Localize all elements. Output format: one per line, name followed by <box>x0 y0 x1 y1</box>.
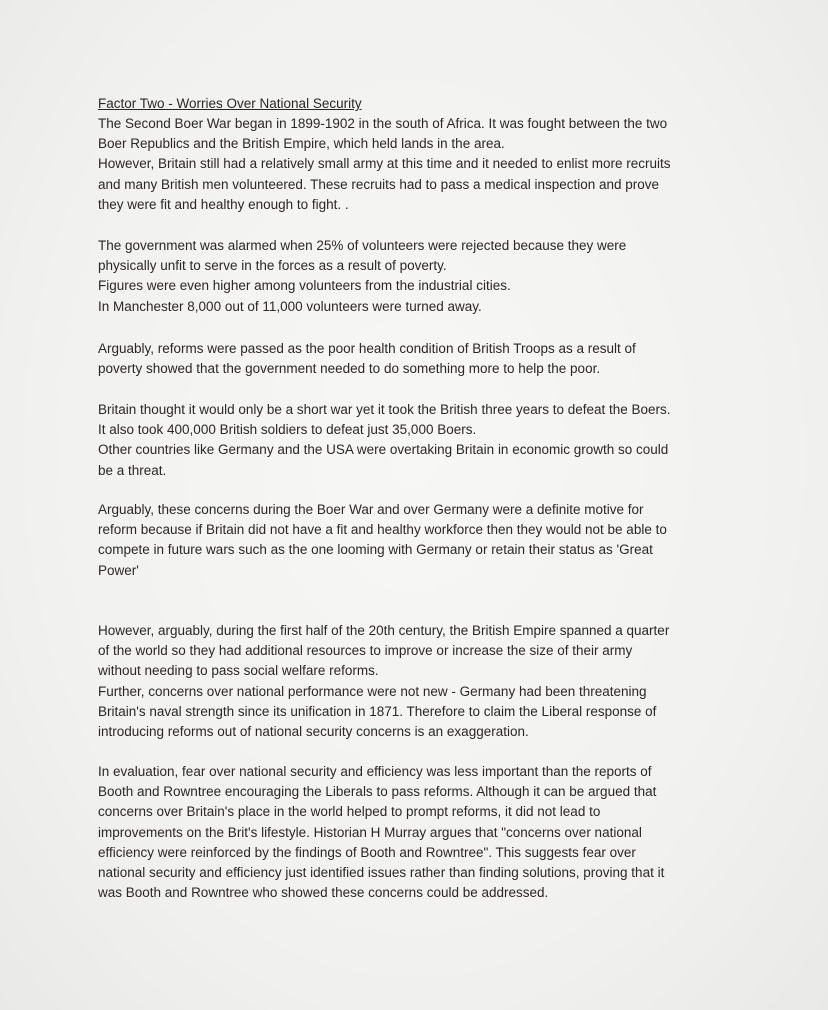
paragraph-evaluation <box>98 762 798 903</box>
text-line: and many British men volunteered. These recruits had to pass a medical inspection and prove <box>98 176 660 192</box>
text-line: However, arguably, during the first half of the 20th century, the British Empire spanned a quarter <box>98 623 670 638</box>
text-line: be a threat. <box>98 462 167 478</box>
text-line: Further, concerns over national performance were not new - Germany had been threatening <box>98 684 647 699</box>
paragraph-short-war <box>98 400 798 481</box>
text-line: Boer Republics and the British Empire, which held lands in the area. <box>98 136 505 152</box>
text-line: Britain's naval strength since its unification in 1871. Therefore to claim the Liberal response of <box>98 704 657 720</box>
text-line: Arguably, these concerns during the Boer War and over Germany were a definite motive for <box>98 502 644 517</box>
paragraph-not-new <box>98 682 798 743</box>
text-line: without needing to pass social welfare reforms. <box>98 663 379 679</box>
text-line: The government was alarmed when 25% of volunteers were rejected because they were <box>98 238 627 253</box>
text-line: introducing reforms out of national security concerns is an exaggeration. <box>98 724 529 740</box>
text-line: of the world so they had additional resources to improve or increase the size of their army <box>98 643 633 659</box>
text-line: physically unfit to serve in the forces as a result of poverty. <box>98 258 447 274</box>
text-line: efficiency were reinforced by the findings of Booth and Rowntree". This suggests fear over <box>98 844 636 860</box>
text-line: In Manchester 8,000 out of 11,000 volunteers were turned away. <box>98 298 482 314</box>
text-line: Other countries like Germany and the USA were overtaking Britain in economic growth so could <box>98 442 669 458</box>
paragraph-empire <box>98 621 798 682</box>
text-line: However, Britain still had a relatively small army at this time and it needed to enlist more recruits <box>98 156 671 172</box>
document-heading: Factor Two - Worries Over National Security <box>98 96 362 111</box>
text-line: compete in future wars such as the one looming with Germany or retain their status as 'Great <box>98 542 653 558</box>
text-line: The Second Boer War began in 1899-1902 in the south of Africa. It was fought between the two <box>98 116 668 131</box>
text-line: was Booth and Rowntree who showed these concerns could be addressed. <box>98 885 549 901</box>
paragraph-boer-war <box>98 114 798 215</box>
paragraph-motive <box>98 500 798 581</box>
text-line: Figures were even higher among volunteers from the industrial cities. <box>98 278 511 294</box>
text-line: Power' <box>98 562 139 578</box>
paragraph-volunteers <box>98 236 798 317</box>
paragraph-reforms-argument <box>98 339 798 379</box>
text-line: Booth and Rowntree encouraging the Liberals to pass reforms. Although it can be argued that <box>98 784 657 800</box>
text-line: poverty showed that the government needed to do something more to help the poor. <box>98 361 601 377</box>
text-line: In evaluation, fear over national security and efficiency was less important than the reports of <box>98 764 652 779</box>
text-line: concerns over Britain's place in the world helped to prompt reforms, it did not lead to <box>98 804 601 820</box>
text-line: improvements on the Brit's lifestyle. Historian H Murray argues that "concerns over national <box>98 824 642 840</box>
text-line: Britain thought it would only be a short war yet it took the British three years to defeat the Boers. <box>98 402 671 417</box>
text-line: Arguably, reforms were passed as the poor health condition of British Troops as a result of <box>98 341 636 356</box>
text-line: reform because if Britain did not have a fit and healthy workforce then they would not be able to <box>98 522 667 538</box>
text-line: national security and efficiency just identified issues rather than finding solutions, proving that it <box>98 865 665 881</box>
text-line: It also took 400,000 British soldiers to defeat just 35,000 Boers. <box>98 422 477 438</box>
text-line: they were fit and healthy enough to fight. . <box>98 196 349 212</box>
